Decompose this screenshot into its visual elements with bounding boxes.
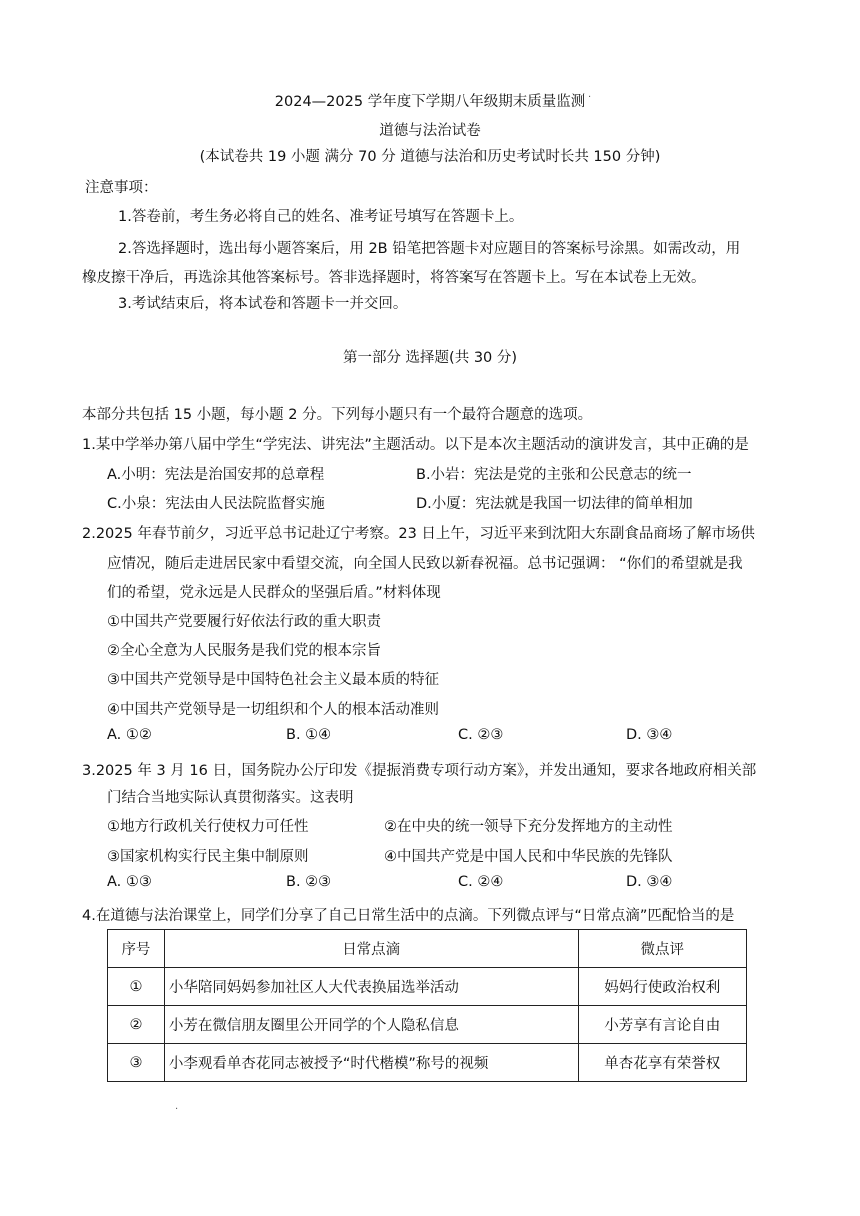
q3-statement-2: ②在中央的统一领导下充分发挥地方的主动性 <box>384 819 673 835</box>
q2-statement-2: ②全心全意为人民服务是我们党的根本宗旨 <box>107 643 381 659</box>
table-cell: ② <box>108 1006 165 1044</box>
q3-statement-4: ④中国共产党是中国人民和中华民族的先锋队 <box>384 849 673 865</box>
table-cell: 妈妈行使政治权利 <box>578 968 746 1006</box>
note-2-line-1: 2.答选择题时，选出每小题答案后，用 2B 铅笔把答题卡对应题目的答案标号涂黑。如需改动，用 <box>118 241 741 257</box>
q2-option-c: C. ②③ <box>458 727 504 743</box>
q3-option-d: D. ③④ <box>626 874 673 890</box>
stray-mark: · <box>175 1104 179 1115</box>
q4-stem: 4.在道德与法治课堂上，同学们分享了自己日常生活中的点滴。下列微点评与“日常点滴”匹配恰当的是 <box>82 908 735 924</box>
table-cell: 小芳享有言论自由 <box>578 1006 746 1044</box>
q2-option-d: D. ③④ <box>626 727 673 743</box>
exam-info: (本试卷共 19 小题 满分 70 分 道德与法治和历史考试时长共 150 分钟) <box>199 149 661 165</box>
q1-option-b: B.小岩：宪法是党的主张和公民意志的统一 <box>416 467 692 483</box>
note-3: 3.考试结束后，将本试卷和答题卡一并交回。 <box>118 296 408 312</box>
table-cell: 小李观看单杏花同志被授予“时代楷模”称号的视频 <box>164 1044 578 1082</box>
q3-statement-3: ③国家机构实行民主集中制原则 <box>107 849 309 865</box>
table-header-row <box>108 930 747 968</box>
q2-option-a: A. ①② <box>107 727 152 743</box>
q1-option-a: A.小明：宪法是治国安邦的总章程 <box>107 467 325 483</box>
q3-statement-1: ①地方行政机关行使权力可任性 <box>107 819 309 835</box>
q2-stem-line-2: 应情况，随后走进居民家中看望交流，向全国人民致以新春祝福。总书记强调： “你们的希望就是我 <box>107 556 743 572</box>
note-1: 1.答卷前，考生务必将自己的姓名、准考证号填写在答题卡上。 <box>118 209 524 225</box>
table-header-cell: 日常点滴 <box>164 930 578 968</box>
q1-option-c: C.小泉：宪法由人民法院监督实施 <box>107 496 325 512</box>
table-cell: 单杏花享有荣誉权 <box>578 1044 746 1082</box>
q4-table <box>107 929 747 1082</box>
q3-stem-line-2: 门结合当地实际认真贯彻落实。这表明 <box>107 790 354 806</box>
table-header-cell: 序号 <box>108 930 165 968</box>
table-cell: 小芳在微信朋友圈里公开同学的个人隐私信息 <box>164 1006 578 1044</box>
q1-stem: 1.某中学举办第八届中学生“学宪法、讲宪法”主题活动。以下是本次主题活动的演讲发言，其中正确的是 <box>82 437 749 453</box>
table-cell: ③ <box>108 1044 165 1082</box>
q2-option-b: B. ①④ <box>286 727 332 743</box>
q3-option-b: B. ②③ <box>286 874 332 890</box>
q3-option-a: A. ①③ <box>107 874 152 890</box>
q3-stem-line-1: 3.2025 年 3 月 16 日，国务院办公厅印发《提振消费专项行动方案》，并发出通知，要求各地政府相关部 <box>82 763 757 779</box>
table-row <box>108 968 747 1006</box>
q2-statement-3: ③中国共产党领导是中国特色社会主义最本质的特征 <box>107 672 439 688</box>
table-cell: ① <box>108 968 165 1006</box>
q2-statement-4: ④中国共产党领导是一切组织和个人的根本活动准则 <box>107 702 439 718</box>
q2-stem-line-3: 们的希望，党永远是人民群众的坚强后盾。”材料体现 <box>107 585 441 601</box>
notes-heading: 注意事项： <box>85 180 158 196</box>
exam-subject: 道德与法治试卷 <box>379 123 481 139</box>
table-row <box>108 1006 747 1044</box>
exam-title: 2024—2025 学年度下学期八年级期末质量监测 <box>274 94 586 110</box>
note-2-line-2: 橡皮擦干净后，再选涂其他答案标号。答非选择题时，将答案写在答题卡上。写在本试卷上无效。 <box>82 270 706 286</box>
q3-option-c: C. ②④ <box>458 874 504 890</box>
part1-title: 第一部分 选择题(共 30 分) <box>342 350 518 366</box>
part1-intro: 本部分共包括 15 小题，每小题 2 分。下列每小题只有一个最符合题意的选项。 <box>82 407 593 423</box>
table-header-cell: 微点评 <box>578 930 746 968</box>
q1-option-d: D.小厦：宪法就是我国一切法律的简单相加 <box>416 496 693 512</box>
q2-stem-line-1: 2.2025 年春节前夕，习近平总书记赴辽宁考察。23 日上午，习近平来到沈阳大东副食品商场了解市场供 <box>82 526 755 542</box>
table-cell: 小华陪同妈妈参加社区人大代表换届选举活动 <box>164 968 578 1006</box>
q2-statement-1: ①中国共产党要履行好依法行政的重大职责 <box>107 614 381 630</box>
stray-mark: · <box>588 92 592 103</box>
table-row <box>108 1044 747 1082</box>
